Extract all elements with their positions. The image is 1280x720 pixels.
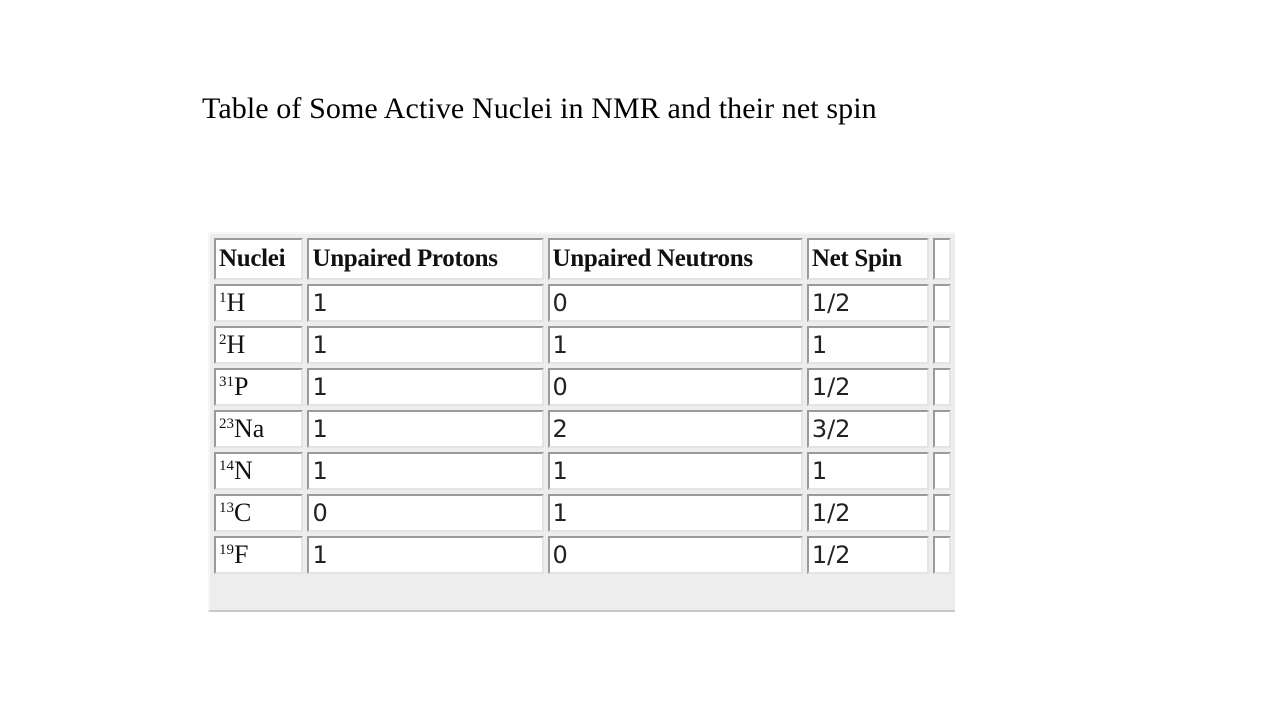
unpaired-protons-cell: 1 [307,410,543,448]
element-symbol: H [226,288,246,317]
unpaired-neutrons-cell: 1 [548,494,803,532]
unpaired-protons-cell: 1 [307,284,543,322]
unpaired-neutrons-cell: 1 [548,452,803,490]
cropped-cell [933,410,951,448]
mass-number: 2 [219,332,227,348]
cropped-cell [933,368,951,406]
unpaired-protons-cell: 1 [307,326,543,364]
unpaired-protons-cell: 0 [307,494,543,532]
net-spin-cell: 1/2 [807,284,929,322]
net-spin-cell: 1/2 [807,494,929,532]
cropped-column-header [933,238,951,280]
header-net-spin: Net Spin [807,238,929,280]
mass-number: 31 [219,374,234,390]
nuclei-table-image [208,232,955,612]
cropped-cell [933,536,951,574]
cropped-cell [933,284,951,322]
unpaired-neutrons-cell: 2 [548,410,803,448]
mass-number: 19 [219,542,234,558]
table-row [214,410,951,448]
nucleus-cell [214,410,303,448]
table-row [214,536,951,574]
element-symbol: F [234,540,249,569]
mass-number: 23 [219,416,234,432]
net-spin-cell: 1/2 [807,368,929,406]
unpaired-protons-cell: 1 [307,536,543,574]
table-header-row [214,238,951,280]
element-symbol: N [234,456,253,485]
unpaired-neutrons-cell: 1 [548,326,803,364]
header-unpaired-neutrons: Unpaired Neutrons [548,238,803,280]
table-row [214,284,951,322]
unpaired-neutrons-cell: 0 [548,536,803,574]
element-symbol: P [234,372,249,401]
net-spin-cell: 1/2 [807,536,929,574]
header-nuclei: Nuclei [214,238,303,280]
net-spin-cell: 3/2 [807,410,929,448]
unpaired-protons-cell: 1 [307,452,543,490]
table-row [214,494,951,532]
mass-number: 1 [219,290,227,306]
nucleus-cell [214,326,303,364]
element-symbol: C [234,498,252,527]
nucleus-cell [214,536,303,574]
element-symbol: Na [234,414,265,443]
mass-number: 13 [219,500,234,516]
cropped-cell [933,452,951,490]
cropped-cell [933,326,951,364]
table-row [214,368,951,406]
element-symbol: H [226,330,246,359]
net-spin-cell: 1 [807,452,929,490]
slide-title: Table of Some Active Nuclei in NMR and their net spin [202,92,877,125]
net-spin-cell: 1 [807,326,929,364]
unpaired-protons-cell: 1 [307,368,543,406]
table-row [214,326,951,364]
nucleus-cell [214,452,303,490]
mass-number: 14 [219,458,234,474]
cropped-cell [933,494,951,532]
nucleus-cell [214,494,303,532]
unpaired-neutrons-cell: 0 [548,368,803,406]
nucleus-cell [214,368,303,406]
header-unpaired-protons: Unpaired Protons [307,238,543,280]
unpaired-neutrons-cell: 0 [548,284,803,322]
nuclei-table [210,234,955,578]
nucleus-cell [214,284,303,322]
table-row [214,452,951,490]
